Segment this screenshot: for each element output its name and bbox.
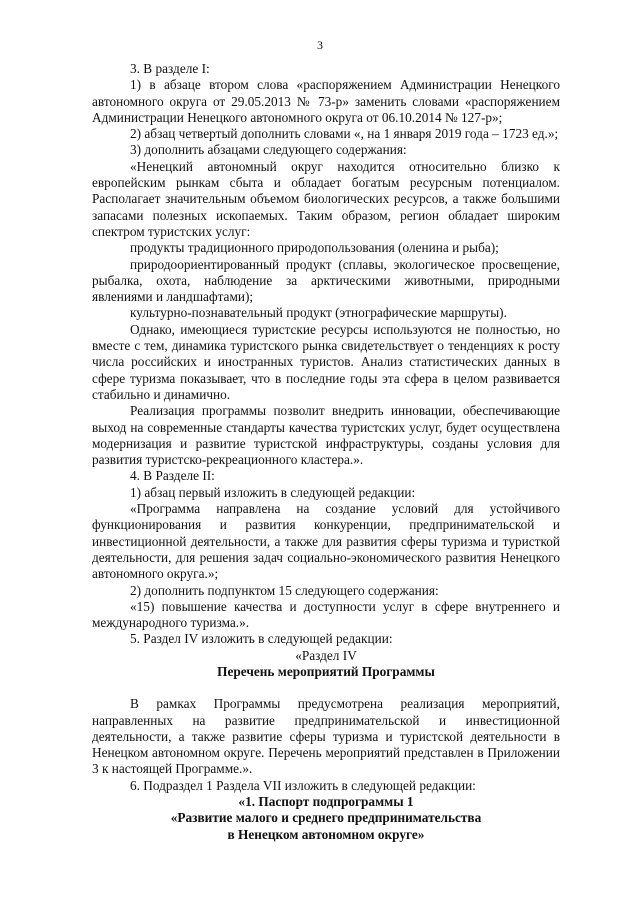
passport-subtitle: в Ненецком автономном округе»	[227, 826, 425, 842]
paragraph: культурно-познавательный продукт (этнографические маршруты).	[130, 305, 507, 321]
paragraph: Реализация программы позволит внедрить инновации, обеспечивающие выход на современные стандарты качества туристских услуг, будет осуществлена модернизация и развитие туристской инфраструктуры, созданы условия для развития туристско-рекреационного кластера.».	[92, 403, 560, 468]
paragraph: Однако, имеющиеся туристские ресурсы используются не полностью, но вместе с тем, динамика туристского рынка свидетельствует о тенденциях к росту числа российских и иностранных туристов. Анализ статистических данных в сфере туризма показывает, что в последние годы эта сфера в целом развивается стабильно и динамично.	[92, 321, 560, 402]
paragraph: 6. Подраздел 1 Раздела VII изложить в следующей редакции:	[130, 777, 476, 793]
spacer	[92, 680, 560, 696]
section-title: Перечень мероприятий Программы	[217, 663, 435, 679]
paragraph: 3. В разделе I:	[130, 61, 210, 76]
paragraph: природоориентированный продукт (сплавы, экологическое просвещение, рыбалка, охота, наблюдение за арктическими животными, природными явлениями и ландшафтами);	[92, 256, 560, 305]
paragraph: «Ненецкий автономный округ находится относительно близко к европейским рынкам сбыта и обладает богатым ресурсным потенциалом. Располагает значительным объемом биологических ресурсов, а также большими запасами полезных ископаемых. Таким образом, регион обладает широким спектром туристских услуг:	[92, 158, 560, 239]
paragraph: 1) абзац первый изложить в следующей редакции:	[130, 484, 416, 500]
document-body	[92, 61, 560, 843]
page-number: 3	[317, 38, 323, 52]
paragraph: «15) повышение качества и доступности услуг в сфере внутреннего и международного туризма.».	[92, 598, 560, 631]
passport-title: «1. Паспорт подпрограммы 1	[238, 794, 414, 810]
paragraph: «Программа направлена на создание условий для устойчивого функционирования и развития конкуренции, предпринимательской и инвестиционной деятельности, а также для развития сферы туризма и туристкой деятельности, для решения задач социально-экономического развития Ненецкого автономного округа.»;	[92, 501, 560, 582]
paragraph: 3) дополнить абзацами следующего содержания:	[130, 142, 407, 158]
paragraph: 5. Раздел IV изложить в следующей редакции:	[130, 631, 393, 647]
section-heading: «Раздел IV	[295, 647, 357, 663]
paragraph: 2) дополнить подпунктом 15 следующего содержания:	[130, 582, 439, 598]
passport-subtitle: «Развитие малого и среднего предпринимательства	[170, 810, 482, 826]
paragraph: 2) абзац четвертый дополнить словами «, на 1 января 2019 года – 1723 ед.»;	[130, 126, 559, 142]
paragraph: В рамках Программы предусмотрена реализация мероприятий, направленных на развитие предпринимательской и инвестиционной деятельности, а также развитие сферы туризма и туристской деятельности в Ненецком автономном округе. Перечень мероприятий представлен в Приложении 3 к настоящей Программе.».	[92, 696, 560, 777]
paragraph: 4. В Разделе II:	[130, 468, 215, 484]
paragraph: продукты традиционного природопользования (оленина и рыба);	[130, 240, 499, 256]
paragraph: 1) в абзаце втором слова «распоряжением Администрации Ненецкого автономного округа от 29.05.2013 № 73-р» заменить словами «распоряжением Администрации Ненецкого автономного округа от 06.10.2014 № 127-р»;	[92, 77, 560, 125]
